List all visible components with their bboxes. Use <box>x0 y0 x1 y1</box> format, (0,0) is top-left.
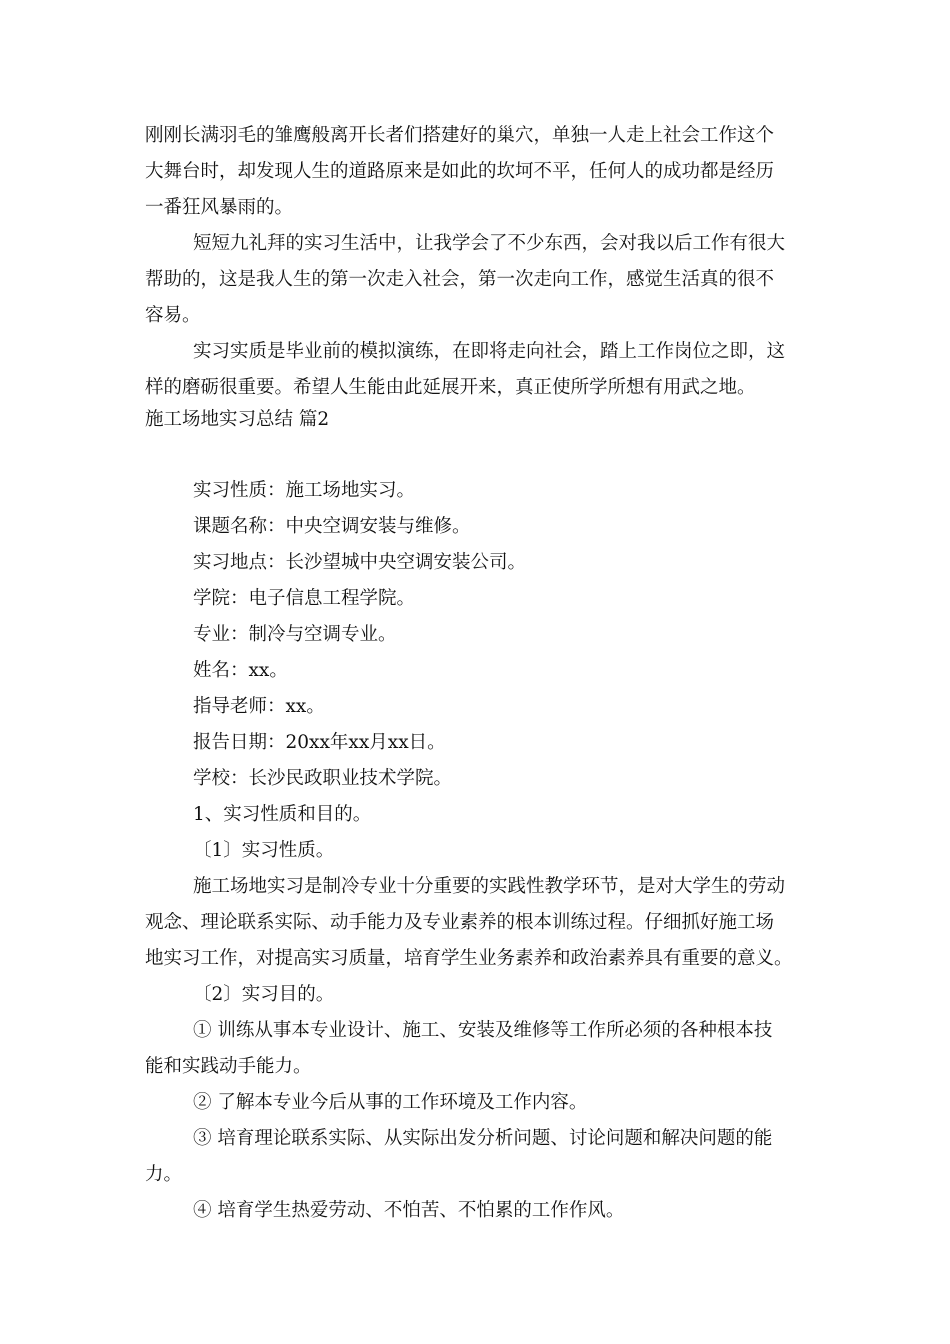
goal-item <box>145 1085 810 1121</box>
info-line: 实习地点：长沙望城中央空调安装公司。 <box>193 552 527 573</box>
text-line: 地实习工作，对提高实习质量，培育学生业务素养和政治素养具有重要的意义。 <box>145 948 793 969</box>
paragraph <box>145 118 810 226</box>
subheading: 〔1〕实习性质。 <box>193 840 335 861</box>
text-line: 大舞台时，却发现人生的道路原来是如此的坎坷不平，任何人的成功都是经历 <box>145 161 775 182</box>
info-line: 报告日期：20xx年xx月xx日。 <box>193 732 446 753</box>
info-line: 学院：电子信息工程学院。 <box>193 588 416 609</box>
goal-item <box>145 1121 810 1193</box>
text-line: 实习实质是毕业前的模拟演练，在即将走向社会，踏上工作岗位之即，这 <box>193 341 786 362</box>
text-line: 一番狂风暴雨的。 <box>145 197 294 218</box>
subheading: 〔2〕实习目的。 <box>193 984 335 1005</box>
info-line: 实习性质：施工场地实习。 <box>193 480 416 501</box>
heading: 1、实习性质和目的。 <box>193 804 372 825</box>
info-line: 学校：长沙民政职业技术学院。 <box>193 768 453 789</box>
paragraph <box>145 334 810 406</box>
text-line: ① 训练从事本专业设计、施工、安装及维修等工作所必须的各种根本技 <box>193 1020 773 1041</box>
paragraph <box>145 226 810 334</box>
goal-item <box>145 1013 810 1085</box>
text-line: 施工场地实习是制冷专业十分重要的实践性教学环节，是对大学生的劳动 <box>193 876 786 897</box>
text-line: 容易。 <box>145 305 201 326</box>
text-line: 观念、理论联系实际、动手能力及专业素养的根本训练过程。仔细抓好施工场 <box>145 912 775 933</box>
info-line: 专业：制冷与空调专业。 <box>193 624 397 645</box>
goal-item <box>145 1193 810 1229</box>
document-page <box>145 118 810 1229</box>
section-title: 施工场地实习总结 篇2 <box>145 409 330 430</box>
text-line: 能和实践动手能力。 <box>145 1056 312 1077</box>
text-line: 帮助的，这是我人生的第一次走入社会，第一次走向工作，感觉生活真的很不 <box>145 269 775 290</box>
text-line: ② 了解本专业今后从事的工作环境及工作内容。 <box>193 1092 588 1113</box>
text-line: ③ 培育理论联系实际、从实际出发分析问题、讨论问题和解决问题的能 <box>193 1128 773 1149</box>
info-line: 课题名称：中央空调安装与维修。 <box>193 516 471 537</box>
text-line: ④ 培育学生热爱劳动、不怕苦、不怕累的工作作风。 <box>193 1200 625 1221</box>
info-line: 指导老师：xx。 <box>193 696 325 717</box>
text-line: 力。 <box>145 1164 183 1185</box>
text-line: 刚刚长满羽毛的雏鹰般离开长者们搭建好的巢穴，单独一人走上社会工作这个 <box>145 125 775 146</box>
paragraph <box>145 869 810 977</box>
text-line: 样的磨砺很重要。希望人生能由此延展开来，真正使所学所想有用武之地。 <box>145 377 756 398</box>
text-line: 短短九礼拜的实习生活中，让我学会了不少东西，会对我以后工作有很大 <box>193 233 786 254</box>
info-line: 姓名：xx。 <box>193 660 288 681</box>
spacer <box>145 438 810 473</box>
info-block <box>145 473 810 797</box>
